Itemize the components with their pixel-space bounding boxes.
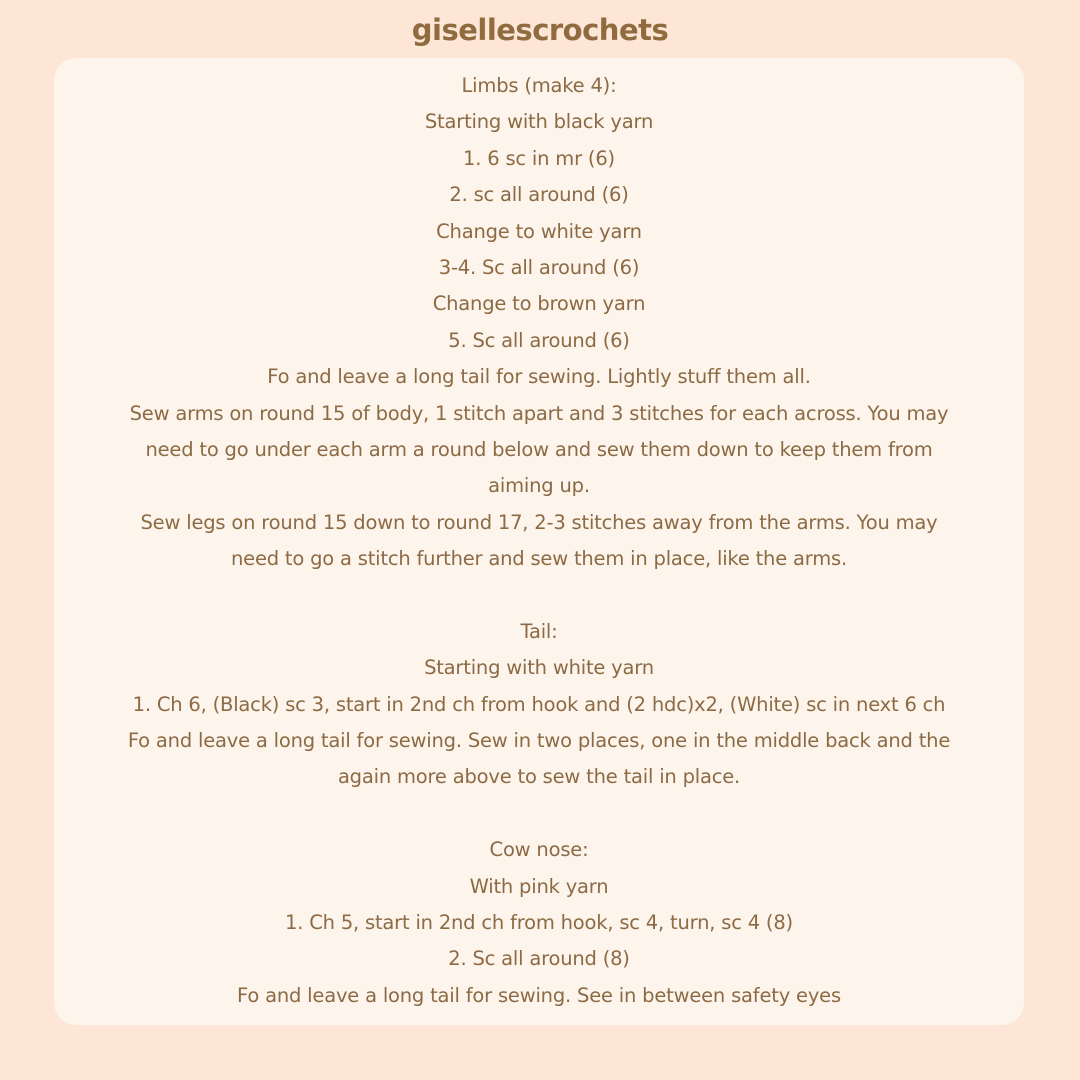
tail-line: Starting with white yarn bbox=[424, 656, 654, 680]
brand-handle: gisellescrochets bbox=[411, 13, 669, 47]
limbs-line: Sew arms on round 15 of body, 1 stitch apart and 3 stitches for each across. You may bbox=[129, 401, 949, 425]
section-spacer bbox=[54, 577, 1024, 613]
pattern-text bbox=[54, 68, 1024, 1014]
limbs-line: Fo and leave a long tail for sewing. Lightly stuff them all. bbox=[267, 365, 811, 389]
tail-line: Fo and leave a long tail for sewing. Sew in two places, one in the middle back and the bbox=[127, 729, 951, 753]
nose-line: 1. Ch 5, start in 2nd ch from hook, sc 4, turn, sc 4 (8) bbox=[285, 910, 793, 934]
limbs-line: Change to white yarn bbox=[436, 219, 642, 243]
nose-line: Fo and leave a long tail for sewing. See in between safety eyes bbox=[237, 983, 841, 1007]
limbs-title: Limbs (make 4): bbox=[461, 74, 617, 97]
nose-title: Cow nose: bbox=[489, 838, 589, 862]
pattern-card bbox=[54, 58, 1024, 1025]
tail-line: 1. Ch 6, (Black) sc 3, start in 2nd ch from hook and (2 hdc)x2, (White) sc in next 6 ch bbox=[132, 692, 946, 716]
limbs-line: aiming up. bbox=[488, 474, 590, 498]
section-spacer bbox=[54, 796, 1024, 832]
limbs-line: 3-4. Sc all around (6) bbox=[438, 255, 640, 279]
limbs-line: Starting with black yarn bbox=[424, 110, 654, 134]
nose-line: 2. Sc all around (8) bbox=[448, 947, 630, 971]
nose-line: With pink yarn bbox=[469, 874, 609, 898]
limbs-line: 2. sc all around (6) bbox=[449, 183, 629, 207]
limbs-line: 1. 6 sc in mr (6) bbox=[463, 146, 615, 170]
limbs-line: Sew legs on round 15 down to round 17, 2-3 stitches away from the arms. You may bbox=[140, 510, 938, 534]
tail-title: Tail: bbox=[520, 619, 558, 643]
limbs-line: Change to brown yarn bbox=[432, 292, 646, 316]
limbs-line: need to go under each arm a round below and sew them down to keep them from bbox=[145, 437, 933, 461]
limbs-line: 5. Sc all around (6) bbox=[448, 328, 630, 352]
limbs-line: need to go a stitch further and sew them in place, like the arms. bbox=[231, 547, 847, 571]
tail-line: again more above to sew the tail in place. bbox=[337, 765, 741, 789]
